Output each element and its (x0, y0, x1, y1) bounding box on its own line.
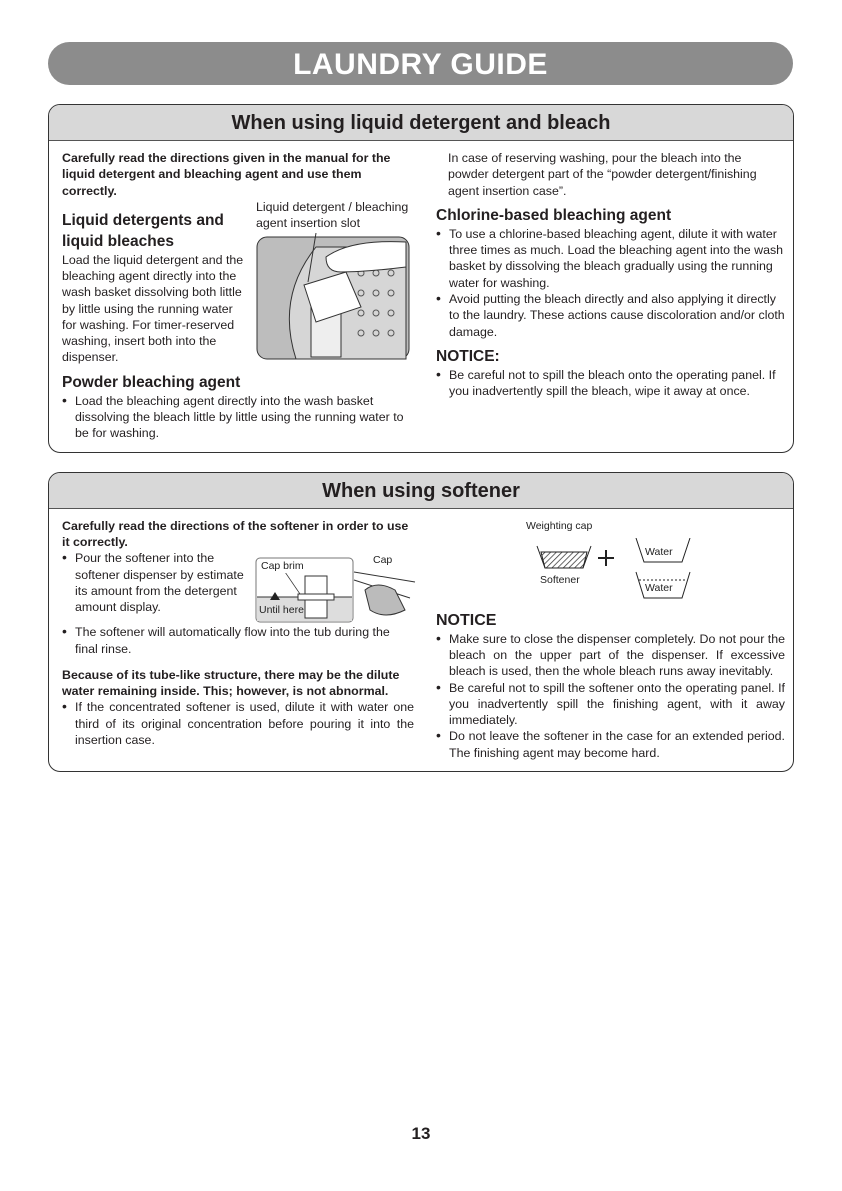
softener-label: Softener (540, 573, 580, 586)
water-label: Water (645, 581, 673, 594)
section-body (49, 509, 793, 771)
figure-label: Liquid detergent / bleaching agent insertion slot (256, 199, 409, 231)
softener-row (62, 550, 414, 624)
reserving-text: In case of reserving washing, pour the bleach into the powder detergent part of the “powder detergent/finishing agent insertion case”. (448, 151, 757, 198)
page-title: LAUNDRY GUIDE (48, 42, 793, 85)
powder-heading: Powder bleaching agent (62, 373, 241, 391)
chlorine-bullet: • To use a chlorine-based bleaching agent, dilute it with water three times as much. Load the bleaching agent into the wash basket by dissolving the bleach gradually using the running water for washing. (436, 226, 785, 291)
right-column (436, 150, 785, 442)
weighting-cap-label: Weighting cap (526, 519, 593, 532)
chlorine-bullet: • Avoid putting the bleach directly and also applying it directly to the laundry. These actions cause discoloration and/or cloth damage. (436, 291, 785, 340)
softener-section (48, 472, 794, 772)
dispenser-illustration (256, 233, 412, 361)
until-here-label: Until here (259, 604, 304, 617)
liquid-block (62, 204, 248, 366)
softener-bullet: • The softener will automatically flow into the tub during the final rinse. (62, 624, 414, 657)
softener-cap-figure (255, 550, 417, 624)
left-column (62, 150, 414, 442)
notice-bullet: • Be careful not to spill the softener onto the operating panel. If you inadvertently spill the finishing agent, with it away immediately. (436, 680, 785, 729)
notice-heading: NOTICE: (436, 347, 500, 365)
notice-bullet: • Do not leave the softener in the case for an extended period. The finishing agent may become hard. (436, 728, 785, 761)
right-column (436, 518, 785, 761)
dilution-figure (526, 518, 726, 608)
dispenser-figure (256, 199, 414, 366)
section-intro: Carefully read the directions given in the manual for the liquid detergent and bleaching agent and use them correctly. (62, 151, 391, 198)
sections (48, 104, 794, 791)
liquid-text: Load the liquid detergent and the bleaching agent directly into the wash basket dissolving both little by little using the running water for washing. For timer-reserved washing, insert both into the dispenser. (62, 252, 244, 365)
page-number: 13 (411, 1124, 431, 1143)
notice-bullet: • Make sure to close the dispenser completely. Do not pour the bleach on the upper part of the dispenser. If excessive bleach is used, then the whole bleach runs away inevitably. (436, 631, 785, 680)
notice-heading: NOTICE (436, 611, 497, 629)
chlorine-heading: Chlorine-based bleaching agent (436, 206, 672, 224)
cap-brim-label: Cap brim (261, 560, 304, 573)
section-intro: Carefully read the directions of the softener in order to use it correctly. (62, 518, 409, 549)
water-label: Water (645, 545, 673, 558)
left-column (62, 518, 414, 761)
section-body (49, 141, 793, 452)
liquid-heading: Liquid detergents and liquid bleaches (62, 211, 224, 250)
cap-label: Cap (373, 554, 393, 567)
section-heading: When using liquid detergent and bleach (49, 105, 793, 141)
structure-bullet: • If the concentrated softener is used, dilute it with water one third of its original concentration before pouring it into the insertion case. (62, 699, 414, 748)
notice-bullet: • Be careful not to spill the bleach onto the operating panel. If you inadvertently spill the bleach, wipe it away at once. (436, 367, 785, 400)
powder-bullet: • Load the bleaching agent directly into the wash basket dissolving the bleach little by little using the running water to be for washing. (62, 393, 414, 442)
section-heading: When using softener (49, 473, 793, 509)
structure-note: Because of its tube-like structure, there may be the dilute water remaining inside. This; however, is not abnormal. (62, 667, 400, 699)
liquid-row (62, 199, 414, 366)
liquid-detergent-section (48, 104, 794, 453)
softener-bullet: • Pour the softener into the softener dispenser by estimate its amount from the detergent amount display. (62, 550, 247, 615)
